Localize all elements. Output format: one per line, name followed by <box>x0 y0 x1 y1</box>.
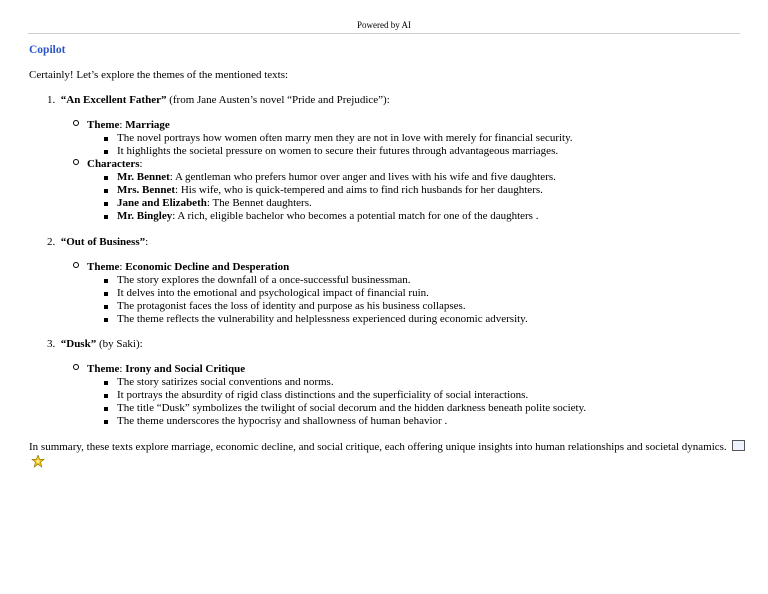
circle-bullet-icon <box>73 262 79 268</box>
item-subtitle: (by Saki): <box>96 338 143 350</box>
item-2-heading <box>47 236 148 249</box>
copilot-label: Copilot <box>29 44 66 56</box>
sparkle-icon <box>31 455 45 473</box>
list-item: Mr. Bingley: A rich, eligible bachelor who becomes a potential match for one of the daughters . <box>103 210 556 223</box>
group-label: Theme <box>87 261 120 273</box>
square-bullet-icon <box>104 279 108 283</box>
book-icon <box>732 440 745 451</box>
item-title: “Dusk” <box>60 338 97 350</box>
item-title: “Out of Business” <box>60 236 146 248</box>
summary-text: In summary, these texts explore marriage, economic decline, and social critique, each offering unique insights into human relationships and societal dynamics. <box>29 441 727 453</box>
square-bullet-icon <box>104 137 108 141</box>
square-bullet-icon <box>104 407 108 411</box>
square-bullet-icon <box>104 215 108 219</box>
circle-bullet-icon <box>73 120 79 126</box>
item-number: 1. <box>47 94 56 106</box>
item-number: 3. <box>47 338 56 350</box>
list-item: The novel portrays how women often marry men they are not in love with merely for financial security. <box>103 132 573 145</box>
item-1-character-bullets <box>103 171 556 223</box>
list-item: It delves into the emotional and psychological impact of financial ruin. <box>103 287 528 300</box>
item-3-theme-bullets <box>103 376 586 428</box>
item-2-theme <box>73 261 289 274</box>
circle-bullet-icon <box>73 159 79 165</box>
list-item: The theme underscores the hypocrisy and shallowness of human behavior . <box>103 415 586 428</box>
list-item: Mr. Bennet: A gentleman who prefers humor over anger and lives with his wife and five daughters. <box>103 171 556 184</box>
list-item: It highlights the societal pressure on women to secure their futures through advantageous marriages. <box>103 145 573 158</box>
item-3-theme <box>73 363 245 376</box>
item-subtitle: : <box>145 236 149 248</box>
summary-paragraph <box>29 439 749 473</box>
list-item: The protagonist faces the loss of identity and purpose as his business collapses. <box>103 300 528 313</box>
square-bullet-icon <box>104 150 108 154</box>
group-sep: : <box>139 158 143 170</box>
square-bullet-icon <box>104 305 108 309</box>
group-sep: : <box>119 119 126 131</box>
square-bullet-icon <box>104 318 108 322</box>
list-item: The title “Dusk” symbolizes the twilight of social decorum and the hidden darkness beneath polite society. <box>103 402 586 415</box>
circle-bullet-icon <box>73 364 79 370</box>
group-label: Characters <box>87 158 140 170</box>
group-sep: : <box>119 363 126 375</box>
item-1-heading <box>47 94 390 107</box>
list-item: Jane and Elizabeth: The Bennet daughters. <box>103 197 556 210</box>
square-bullet-icon <box>104 189 108 193</box>
group-value: Irony and Social Critique <box>125 363 246 375</box>
item-1-theme <box>73 119 170 132</box>
item-title: “An Excellent Father” <box>60 94 167 106</box>
square-bullet-icon <box>104 202 108 206</box>
group-value: Economic Decline and Desperation <box>125 261 290 273</box>
square-bullet-icon <box>104 420 108 424</box>
item-2-theme-bullets <box>103 274 528 326</box>
item-subtitle: (from Jane Austen’s novel “Pride and Prejudice”): <box>166 94 390 106</box>
item-1-characters <box>73 158 143 171</box>
intro-text: Certainly! Let’s explore the themes of the mentioned texts: <box>29 69 289 81</box>
list-item: Mrs. Bennet: His wife, who is quick-tempered and aims to find rich husbands for her daughters. <box>103 184 556 197</box>
group-label: Theme <box>87 363 120 375</box>
square-bullet-icon <box>104 381 108 385</box>
square-bullet-icon <box>104 176 108 180</box>
item-3-heading <box>47 338 143 351</box>
group-label: Theme <box>87 119 120 131</box>
group-sep: : <box>119 261 126 273</box>
square-bullet-icon <box>104 394 108 398</box>
list-item: The theme reflects the vulnerability and helplessness experienced during economic adversity. <box>103 313 528 326</box>
list-item: The story explores the downfall of a once-successful businessman. <box>103 274 528 287</box>
list-item: The story satirizes social conventions and norms. <box>103 376 586 389</box>
sparkle-icon-graphic <box>31 455 45 468</box>
group-value: Marriage <box>125 119 170 131</box>
item-1-theme-bullets <box>103 132 573 158</box>
item-number: 2. <box>47 236 56 248</box>
powered-by-header: Powered by AI <box>28 20 740 34</box>
list-item: It portrays the absurdity of rigid class distinctions and the superficiality of social interactions. <box>103 389 586 402</box>
square-bullet-icon <box>104 292 108 296</box>
